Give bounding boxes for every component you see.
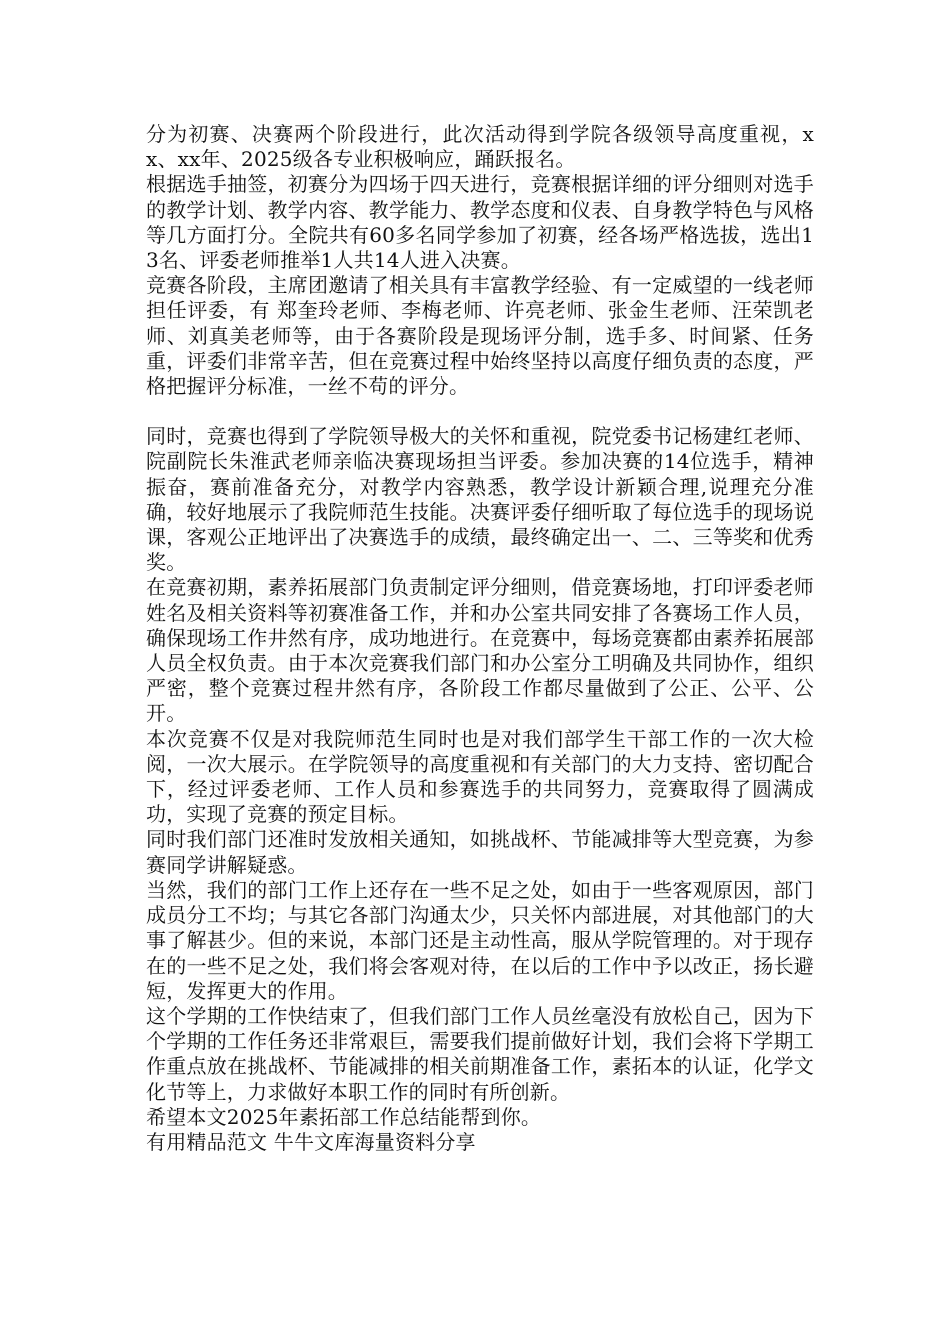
paragraph-gap (146, 399, 814, 424)
paragraph-next-term: 这个学期的工作快结束了，但我们部门工作人员丝毫没有放松自己，因为下个学期的工作任务还非常艰巨，需要我们提前做好计划，我们会将下学期工作重点放在挑战杯、节能减排的相关前期准备工作，素拓本的认证，化学文化节等上，力求做好本职工作的同时有所创新。 (146, 1003, 814, 1104)
paragraph-department-work: 在竞赛初期，素养拓展部门负责制定评分细则，借竞赛场地，打印评委老师姓名及相关资料等初赛准备工作，并和办公室共同安排了各赛场工作人员，确保现场工作井然有序，成功地进行。在竞赛中，每场竞赛都由素养拓展部人员全权负责。由于本次竞赛我们部门和办公室分工明确及共同协作，组织严密，整个竞赛过程井然有序，各阶段工作都尽量做到了公正、公平、公开。 (146, 575, 814, 726)
paragraph-notices: 同时我们部门还准时发放相关通知，如挑战杯、节能减排等大型竞赛，为参赛同学讲解疑惑。 (146, 827, 814, 877)
paragraph-preliminary: 根据选手抽签，初赛分为四场于四天进行，竞赛根据详细的评分细则对选手的教学计划、教学内容、教学能力、教学态度和仪表、自身教学特色与风格等几方面打分。全院共有60多名同学参加了初赛，经各场严格选拔，选出13名、评委老师推举1人共14人进入决赛。 (146, 172, 814, 273)
paragraph-judges: 竞赛各阶段，主席团邀请了相关具有丰富教学经验、有一定威望的一线老师担任评委，有 郑奎玲老师、李梅老师、许亮老师、张金生老师、汪荣凯老师、刘真美老师等，由于各赛阶段是现场评分制，选手多、时间紧、任务重，评委们非常辛苦，但在竞赛过程中始终坚持以高度仔细负责的态度，严格把握评分标准，一丝不苟的评分。 (146, 273, 814, 399)
paragraph-review: 本次竞赛不仅是对我院师范生同时也是对我们部学生干部工作的一次大检阅，一次大展示。在学院领导的高度重视和有关部门的大力支持、密切配合下，经过评委老师、工作人员和参赛选手的共同努力，竞赛取得了圆满成功，实现了竞赛的预定目标。 (146, 726, 814, 827)
paragraph-stages: 分为初赛、决赛两个阶段进行，此次活动得到学院各级领导高度重视，xx、xx年、2025级各专业积极响应，踊跃报名。 (146, 122, 814, 172)
paragraph-final: 同时，竞赛也得到了学院领导极大的关怀和重视，院党委书记杨建红老师、院副院长朱淮武老师亲临决赛现场担当评委。参加决赛的14位选手，精神振奋，赛前准备充分，对教学内容熟悉，教学设计新颖合理,说理充分准确，较好地展示了我院师范生技能。决赛评委仔细听取了每位选手的现场说课，客观公正地评出了决赛选手的成绩，最终确定出一、二、三等奖和优秀奖。 (146, 424, 814, 575)
document-body (146, 122, 814, 1155)
paragraph-shortcomings: 当然，我们的部门工作上还存在一些不足之处，如由于一些客观原因，部门成员分工不均；与其它各部门沟通太少，只关怀内部进展，对其他部门的大事了解甚少。但的来说，本部门还是主动性高，服从学院管理的。对于现存在的一些不足之处，我们将会客观对待，在以后的工作中予以改正，扬长避短，发挥更大的作用。 (146, 877, 814, 1003)
paragraph-footer: 有用精品范文 牛牛文库海量资料分享 (146, 1129, 476, 1154)
paragraph-closing: 希望本文2025年素拓部工作总结能帮到你。 (146, 1104, 542, 1129)
